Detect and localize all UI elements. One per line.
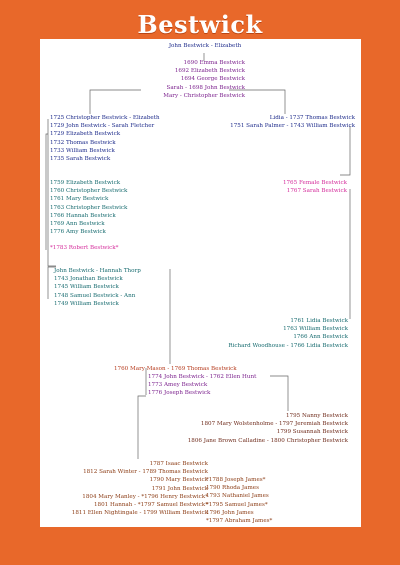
lidia-thomas <box>225 114 355 130</box>
john1774-children <box>180 412 348 445</box>
lidia2-line: Richard Woodhouse - 1766 Lidia Bestwick <box>228 342 348 349</box>
isaac-right-line: 1790 Rhoda James <box>206 485 259 492</box>
christopher-child: 1729 Elizabeth Bestwick <box>50 131 121 138</box>
hannah-line: 1743 Jonathan Bestwick <box>54 276 123 283</box>
isaac-left-line: 1791 John Bestwick <box>151 485 208 492</box>
thomas1769-couple-text: 1760 Mary Mason - 1769 Thomas Bestwick <box>114 366 237 372</box>
connector-christopher <box>90 90 141 114</box>
lidia2-line: 1761 Lidia Bestwick <box>290 318 348 324</box>
robert-text: *1783 Robert Bestwick* <box>50 245 119 251</box>
robert <box>50 244 118 252</box>
john1729-child: 1776 Amy Bestwick <box>50 229 106 236</box>
john1729-child: 1759 Elizabeth Bestwick <box>50 180 121 186</box>
john1774-line: 1795 Nanny Bestwick <box>285 413 348 419</box>
root-couple <box>150 42 260 50</box>
lidia-line2: 1751 Sarah Palmer - 1743 William Bestwick <box>230 123 355 130</box>
lidia2-line: 1763 William Bestwick <box>283 326 348 333</box>
christopher-children <box>50 114 160 163</box>
john1729-child: 1761 Mary Bestwick <box>50 196 109 203</box>
thomas1769-couple <box>114 365 237 373</box>
isaac-right-line: *1788 Joseph James* <box>206 477 266 483</box>
gen1-children <box>160 59 245 100</box>
christopher-child: 1725 Christopher Bestwick - Elizabeth <box>50 115 160 121</box>
gen1-child: 1690 Emma Bestwick <box>183 60 245 66</box>
connector-isaac <box>138 396 146 459</box>
isaac-left-line: 1790 Mary Bestwick <box>149 477 208 484</box>
hannah-line: 1745 William Bestwick <box>54 284 119 291</box>
lidia-line1: Lidia - 1737 Thomas Bestwick <box>269 115 355 121</box>
lidia2-line: 1766 Ann Bestwick <box>293 334 348 341</box>
gen1-mary: Mary - Christopher Bestwick <box>163 92 245 99</box>
christopher-child: 1729 John Bestwick - Sarah Fletcher <box>50 123 155 130</box>
thomas1769-child: 1776 Joseph Bestwick <box>148 390 211 397</box>
thomas1769-child: 1773 Amey Bestwick <box>148 382 208 389</box>
thomas1769-child: 1774 John Bestwick - 1762 Ellen Hunt <box>148 374 257 380</box>
william1743-children <box>260 179 347 195</box>
isaac-right-line: 1793 Nathaniel James <box>206 493 269 500</box>
john1729-child: 1760 Christopher Bestwick <box>50 188 128 195</box>
page-title: Bestwick <box>137 10 263 39</box>
family-tree-sheet <box>40 39 361 527</box>
john1729-child: 1769 Ann Bestwick <box>50 221 105 228</box>
isaac-left-line: 1812 Sarah Winter - 1789 Thomas Bestwick <box>83 469 208 476</box>
gen1-child: 1694 George Bestwick <box>180 76 245 83</box>
william1743-child: 1765 Female Bestwick <box>282 180 347 186</box>
christopher-child: 1732 Thomas Bestwick <box>50 139 116 146</box>
gen1-sarah: Sarah - 1698 John Bestwick <box>166 84 245 91</box>
isaac-right-line: *1797 Abraham James* <box>206 518 273 525</box>
john1729-child: 1766 Hannah Bestwick <box>50 212 116 219</box>
isaac-left-line: 1804 Mary Manley - *1796 Henry Bestwick* <box>82 493 208 500</box>
lidia2-family <box>210 317 348 350</box>
isaac-left-line: 1801 Hannah - *1797 Samuel Bestwick* <box>93 502 208 509</box>
isaac-right-line: 1796 John James <box>206 509 254 516</box>
christopher-child: 1735 Sarah Bestwick <box>50 156 111 163</box>
isaac-left <box>48 460 208 517</box>
isaac-left-line: 1787 Isaac Bestwick <box>149 461 208 467</box>
isaac-left-line: 1811 Ellen Nightingale - 1799 William Bestwick <box>71 510 208 517</box>
hannah-line: 1749 William Bestwick <box>54 300 119 307</box>
christopher-child: 1733 William Bestwick <box>50 147 115 154</box>
thomas1769-children <box>148 373 256 398</box>
john1729-children <box>50 179 127 236</box>
john1729-child: 1763 Christopher Bestwick <box>50 204 128 211</box>
root-couple-text: John Bestwick - Elizabeth <box>168 43 242 49</box>
gen1-child: 1692 Elizabeth Bestwick <box>174 68 245 75</box>
isaac-right <box>206 476 272 525</box>
william1743-child: 1767 Sarah Bestwick <box>286 188 347 195</box>
john1774-line: 1799 Susannah Bestwick <box>276 429 348 436</box>
hannah-line: John Bestwick - Hannah Thorp <box>54 268 141 274</box>
john1774-line: 1806 Jane Brown Calladine - 1800 Christopher Bestwick <box>187 437 348 444</box>
connector-william <box>340 126 350 175</box>
john1774-line: 1807 Mary Wolstenholme - 1797 Jeremiah Bestwick <box>200 421 348 428</box>
isaac-right-line: *1795 Samuel James* <box>206 501 268 508</box>
hannah-family <box>54 267 141 308</box>
hannah-line: 1748 Samuel Bestwick - Ann <box>54 292 136 299</box>
connector-john1774 <box>270 376 288 411</box>
